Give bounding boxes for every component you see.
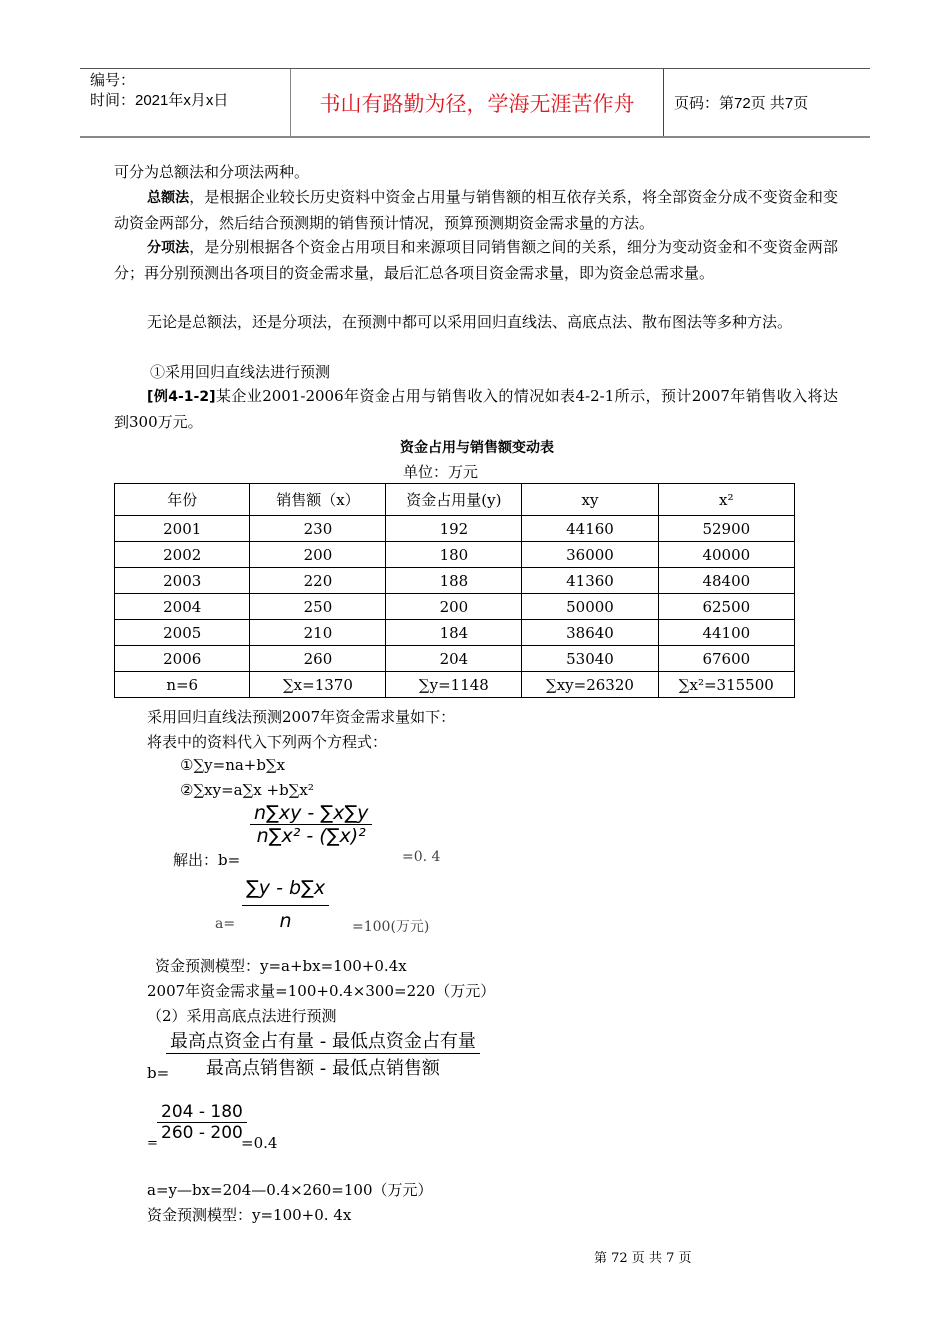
- table-cell: 204: [386, 646, 522, 672]
- table-row: [115, 620, 795, 646]
- table-cell: 200: [386, 594, 522, 620]
- calc-fraction: [157, 1102, 247, 1143]
- col-header: xy: [522, 484, 658, 516]
- table-cell: 2006: [115, 646, 250, 672]
- a-result: =100(万元): [352, 919, 430, 935]
- table-cell: ∑x²=315500: [658, 672, 794, 698]
- table-cell: 2001: [115, 516, 250, 542]
- denominator: n∑x² - (∑x)²: [256, 825, 366, 847]
- page-info: 页码：第72页 共7页: [674, 95, 809, 112]
- table-cell: 44100: [658, 620, 794, 646]
- table-row: [115, 568, 795, 594]
- demand-calc: 2007年资金需求量=100+0.4×300=220（万元）: [147, 982, 496, 1000]
- table-cell: 62500: [658, 594, 794, 620]
- table-row: [115, 672, 795, 698]
- table-cell: 38640: [522, 620, 658, 646]
- table-cell: 50000: [522, 594, 658, 620]
- term: 分项法: [147, 240, 190, 256]
- term: 总额法: [147, 190, 190, 206]
- a-formula: [242, 877, 329, 932]
- a-label: a=: [215, 916, 236, 932]
- table-cell: 210: [250, 620, 386, 646]
- b-label: 解出：b=: [173, 851, 241, 869]
- table-header-row: [115, 484, 795, 516]
- text-line: 采用回归直线法预测2007年资金需求量如下：: [147, 708, 456, 726]
- table-cell: 230: [250, 516, 386, 542]
- example-label: [例4-1-2]: [147, 389, 216, 405]
- table-cell: 250: [250, 594, 386, 620]
- table-cell: 200: [250, 542, 386, 568]
- numerator: 最高点资金占有量 - 最低点资金占有量: [166, 1027, 480, 1054]
- page-footer: 第 72 页 共 7 页: [594, 1251, 692, 1266]
- calc-result: =0.4: [241, 1134, 278, 1152]
- table-cell: n=6: [115, 672, 250, 698]
- paragraph: 无论是总额法，还是分项法，在预测中都可以采用回归直线法、高底点法、散布图法等多种方法。: [147, 313, 793, 331]
- denominator: n: [279, 910, 292, 932]
- table-cell: 2002: [115, 542, 250, 568]
- table-cell: 184: [386, 620, 522, 646]
- denominator: 最高点销售额 - 最低点销售额: [206, 1058, 440, 1079]
- b-result: =0. 4: [402, 849, 441, 865]
- table-row: [115, 646, 795, 672]
- b-formula: [250, 802, 372, 847]
- motto: 书山有路勤为径，学海无涯苦作舟: [291, 69, 664, 136]
- col-header: 年份: [115, 484, 250, 516]
- a-calc: a=y—bx=204—0.4×260=100（万元）: [147, 1181, 433, 1199]
- doc-date: 时间：2021年x月x日: [90, 92, 229, 109]
- text: 某企业2001-2006年资金占用与销售收入的情况如表4-2-1所示，预计2007年销售收入将达到300万元。: [114, 387, 838, 431]
- model-2: 资金预测模型：y=100+0. 4x: [147, 1206, 352, 1224]
- table-cell: 2004: [115, 594, 250, 620]
- hl-b-label: b=: [147, 1064, 170, 1082]
- table-cell: 48400: [658, 568, 794, 594]
- numerator: ∑y - b∑x: [242, 877, 329, 906]
- numerator: 204 - 180: [157, 1102, 247, 1123]
- text: ，是分别根据各个资金占用项目和来源项目同销售额之间的关系，细分为变动资金和不变资金两部分；再分别预测出各项目的资金需求量，最后汇总各项目资金需求量，即为资金总需求量。: [114, 238, 838, 282]
- table-cell: 2005: [115, 620, 250, 646]
- table-cell: ∑y=1148: [386, 672, 522, 698]
- table-cell: 192: [386, 516, 522, 542]
- example-paragraph: [114, 384, 838, 435]
- data-table: [114, 483, 795, 698]
- table-cell: 36000: [522, 542, 658, 568]
- table-cell: 53040: [522, 646, 658, 672]
- paragraph: [114, 235, 838, 286]
- table-cell: 52900: [658, 516, 794, 542]
- table-cell: 188: [386, 568, 522, 594]
- denominator: 260 - 200: [161, 1123, 243, 1143]
- table-unit: 单位：万元: [403, 463, 479, 481]
- text-line: 将表中的资料代入下列两个方程式：: [147, 733, 388, 751]
- table-row: [115, 516, 795, 542]
- calc-eq: =: [147, 1136, 158, 1151]
- col-header: 资金占用量(y): [386, 484, 522, 516]
- equation-1: ①∑y=na+b∑x: [180, 756, 286, 774]
- paragraph: [114, 185, 838, 236]
- table-cell: 2003: [115, 568, 250, 594]
- table-cell: 260: [250, 646, 386, 672]
- table-row: [115, 594, 795, 620]
- col-header: 销售额（x）: [250, 484, 386, 516]
- table-cell: 220: [250, 568, 386, 594]
- table-cell: ∑xy=26320: [522, 672, 658, 698]
- table-cell: 44160: [522, 516, 658, 542]
- model-1: 资金预测模型：y=a+bx=100+0.4x: [155, 957, 407, 975]
- subheading: ①采用回归直线法进行预测: [150, 363, 331, 381]
- col-header: x²: [658, 484, 794, 516]
- table-cell: 40000: [658, 542, 794, 568]
- table-cell: 67600: [658, 646, 794, 672]
- table-cell: 41360: [522, 568, 658, 594]
- doc-number: 编号：: [90, 72, 136, 89]
- table-cell: ∑x=1370: [250, 672, 386, 698]
- table-title: 资金占用与销售额变动表: [400, 440, 554, 456]
- table-row: [115, 542, 795, 568]
- numerator: n∑xy - ∑x∑y: [250, 802, 372, 825]
- paragraph: 可分为总额法和分项法两种。: [114, 163, 310, 181]
- equation-2: ②∑xy=a∑x +b∑x²: [180, 781, 314, 799]
- text: ，是根据企业较长历史资料中资金占用量与销售额的相互依存关系，将全部资金分成不变资金和变动资金两部分，然后结合预测期的销售预计情况，预算预测期资金需求量的方法。: [114, 188, 838, 232]
- table-cell: 180: [386, 542, 522, 568]
- high-low-formula: [166, 1027, 480, 1080]
- section-2-heading: （2）采用高底点法进行预测: [147, 1007, 337, 1025]
- page-header: [80, 68, 870, 138]
